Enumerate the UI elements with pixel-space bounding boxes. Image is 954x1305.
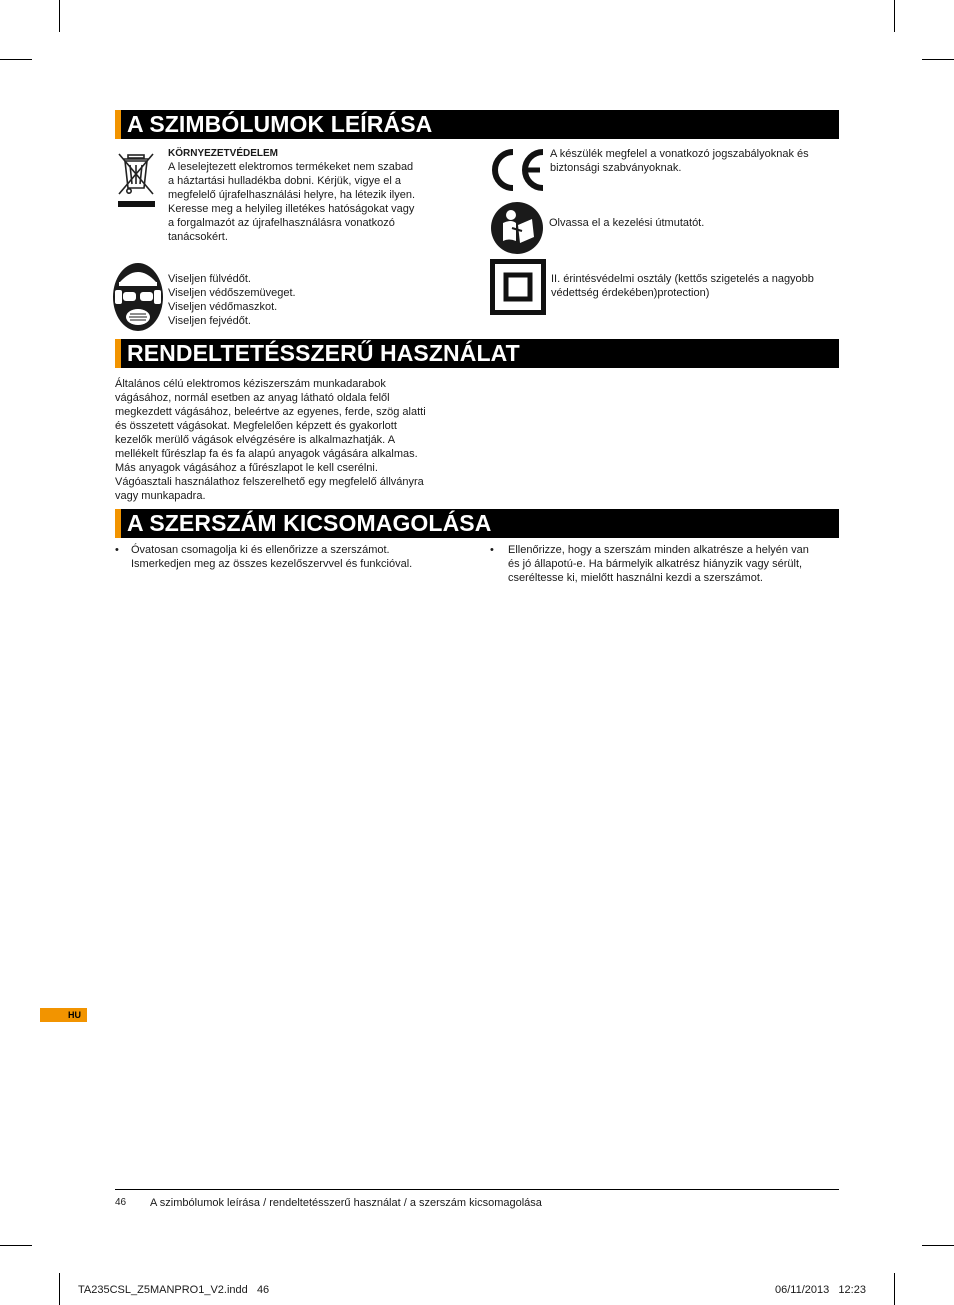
ppe-line: Viseljen fülvédőt. [168, 273, 251, 285]
ppe-line: Viseljen védőszemüveget. [168, 287, 296, 299]
manual-text: Olvassa el a kezelési útmutatót. [549, 217, 705, 229]
unpacking-left-line: Óvatosan csomagolja ki és ellenőrizze a szerszámot. [131, 544, 390, 556]
env-line: tanácsokért. [168, 231, 228, 243]
env-line: Keresse meg a helyileg illetékes hatóságokat vagy [168, 203, 415, 215]
intended-use-line: vagy munkapadra. [115, 490, 206, 502]
intended-use-line: Vágóasztali használathoz felszerelhető egy megfelelő állványra [115, 476, 424, 488]
intended-use-line: Más anyagok vágásához a fűrészlapot le kell cserélni. [115, 462, 378, 474]
section-header-intended-use [115, 339, 839, 368]
section-title-unpacking: A SZERSZÁM KICSOMAGOLÁSA [127, 510, 492, 536]
crop-mark [0, 1245, 32, 1246]
env-line: megfelelő újrafelhasználási helyre, ha létezik ilyen. [168, 189, 416, 201]
language-tab: HU [40, 1008, 87, 1022]
crop-mark [894, 1273, 895, 1305]
slug-date: 06/11/2013 12:23 [775, 1284, 866, 1296]
weee-crossed-bin-icon [115, 150, 157, 208]
bullet: • [115, 544, 119, 556]
env-line: A leselejtezett elektromos termékeket nem szabad [168, 161, 414, 173]
read-manual-icon [490, 201, 544, 255]
crop-mark [0, 59, 32, 60]
intended-use-line: és összetett vágásokat. Megfelelően képzett és gyakorlott [115, 420, 397, 432]
running-footer: A szimbólumok leírása / rendeltetésszerű használat / a szerszám kicsomagolása [150, 1197, 542, 1209]
page-number: 46 [115, 1197, 127, 1208]
ce-mark-icon [488, 148, 548, 192]
ppe-line: Viseljen védőmaszkot. [168, 301, 278, 313]
crop-mark [59, 0, 60, 32]
env-line: a háztartási hulladékba dobni. Kérjük, vigye el a [168, 175, 401, 187]
section-title-intended-use: RENDELTETÉSSZERŰ HASZNÁLAT [127, 340, 520, 366]
class2-line: II. érintésvédelmi osztály (kettős szigetelés a nagyobb [551, 273, 814, 285]
ppe-helmet-goggles-mask-icon [112, 262, 164, 332]
intended-use-line: megkezdett vágásához, beleértve az egyenes, ferde, szög alatti [115, 406, 426, 418]
crop-mark [59, 1273, 60, 1305]
ppe-line: Viseljen fejvédőt. [168, 315, 251, 327]
bullet: • [490, 544, 494, 556]
section-header-symbols [115, 110, 839, 139]
footer-rule [115, 1189, 839, 1190]
ce-line: A készülék megfelel a vonatkozó jogszabályoknak és [550, 148, 809, 160]
crop-mark [922, 1245, 954, 1246]
intended-use-line: kezelők merülő vágások elvégzésére is alkalmazhatják. A [115, 434, 396, 446]
env-heading: KÖRNYEZETVÉDELEM [168, 148, 279, 159]
intended-use-line: Általános célú elektromos kéziszerszám munkadarabok [115, 378, 386, 390]
slug-file: TA235CSL_Z5MANPRO1_V2.indd 46 [78, 1284, 270, 1296]
class2-line: védettség érdekében)protection) [551, 287, 710, 299]
unpacking-right-line: cseréltesse ki, mielőtt használni kezdi a szerszámot. [508, 572, 763, 584]
crop-mark [922, 59, 954, 60]
unpacking-right-line: és jó állapotú-e. Ha bármelyik alkatrész hiányzik vagy sérült, [508, 558, 803, 570]
unpacking-left-line: Ismerkedjen meg az összes kezelőszervvel és funkcióval. [131, 558, 413, 570]
unpacking-right-line: Ellenőrizze, hogy a szerszám minden alkatrésze a helyén van [508, 544, 809, 556]
class-ii-double-square-icon [490, 259, 546, 315]
section-header-unpacking [115, 509, 839, 538]
ce-line: biztonsági szabványoknak. [550, 162, 682, 174]
env-line: a forgalmazót az újrafelhasználásra vonatkozó [168, 217, 395, 229]
crop-mark [894, 0, 895, 32]
intended-use-line: vágásához, normál esetben az anyag látható oldala felől [115, 392, 390, 404]
intended-use-line: mellékelt fűrészlap fa és fa alapú anyagok vágására alkalmas. [115, 448, 418, 460]
section-title-symbols: A SZIMBÓLUMOK LEÍRÁSA [127, 111, 433, 137]
